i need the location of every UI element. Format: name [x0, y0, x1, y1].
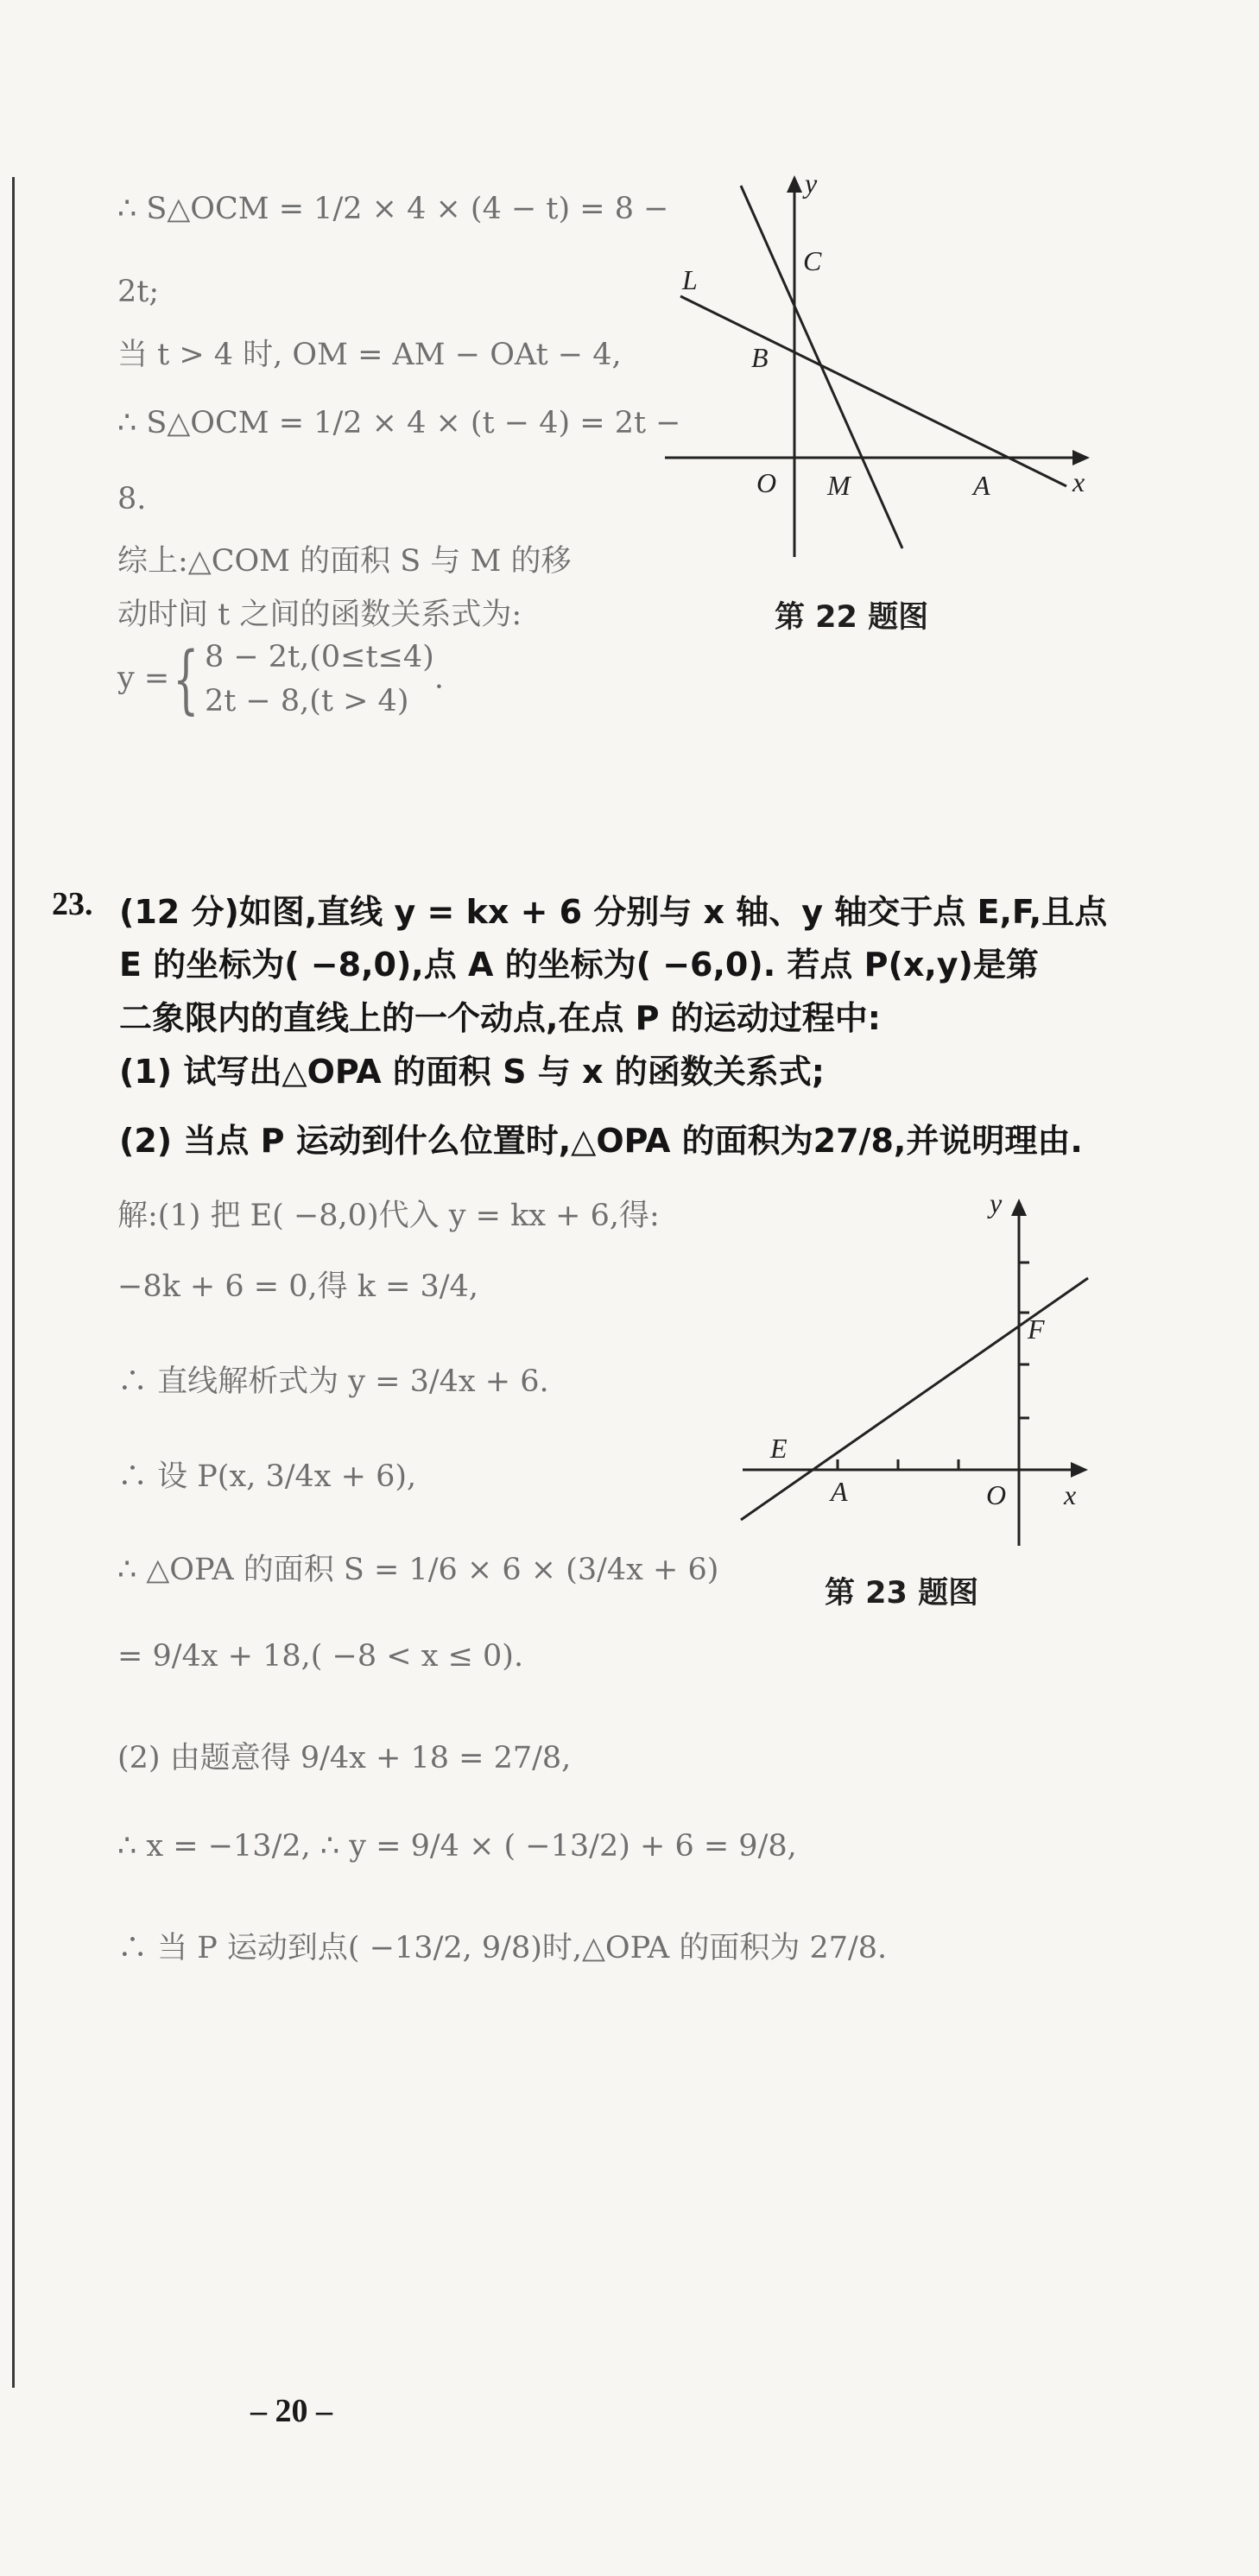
figure-23 — [725, 1183, 1105, 1546]
q23-line-1: (12 分)如图,直线 y = kx + 6 分别与 x 轴、y 轴交于点 E,F,且点 — [119, 893, 1108, 931]
fig23-label-o: O — [986, 1479, 1007, 1510]
fig22-label-m: M — [827, 470, 851, 501]
fig22-caption: 第 22 题图 — [775, 600, 929, 635]
fig23-caption: 第 23 题图 — [825, 1576, 979, 1611]
fig23-label-y: y — [990, 1187, 1003, 1218]
fig23-label-x: x — [1064, 1479, 1077, 1510]
fig22-y-arrow — [787, 175, 802, 193]
q23-sol-1: 解:(1) 把 E( −8,0)代入 y = kx + 6,得: — [117, 1199, 660, 1233]
q23-part-2: (2) 当点 P 运动到什么位置时,△OPA 的面积为27/8,并说明理由. — [119, 1122, 1083, 1160]
q23-sol-6: = 9/4x + 18,( −8 < x ≤ 0). — [117, 1639, 524, 1674]
fig22-label-x: x — [1072, 466, 1085, 497]
q23-sol-7: (2) 由题意得 9/4x + 18 = 27/8, — [117, 1741, 572, 1775]
fig22-x-arrow — [1072, 450, 1090, 465]
q22-line-1: ∴ S△OCM = 1/2 × 4 × (4 − t) = 8 − — [117, 192, 669, 226]
q22-line-5: 8. — [117, 482, 147, 516]
q22-line-4: ∴ S△OCM = 1/2 × 4 × (t − 4) = 2t − — [117, 406, 681, 440]
fig23-x-arrow — [1071, 1462, 1088, 1478]
q23-part-1: (1) 试写出△OPA 的面积 S 与 x 的函数关系式; — [119, 1053, 825, 1091]
q22-line-3: 当 t > 4 时, OM = AM − OAt − 4, — [117, 338, 622, 372]
q23-line-3: 二象限内的直线上的一个动点,在点 P 的运动过程中: — [119, 999, 881, 1037]
fig23-label-e: E — [770, 1433, 788, 1464]
fig23-label-a: A — [831, 1476, 848, 1507]
fig22-label-y: y — [805, 168, 818, 199]
q23-sol-3: ∴ 直线解析式为 y = 3/4x + 6. — [117, 1364, 549, 1399]
q22-piecewise — [117, 636, 444, 724]
q23-line-2: E 的坐标为( −8,0),点 A 的坐标为( −6,0). 若点 P(x,y)是第 — [119, 946, 1039, 984]
figure-22 — [665, 168, 1114, 583]
piecewise-cases — [205, 636, 434, 724]
left-brace: { — [173, 636, 199, 723]
q23-sol-9: ∴ 当 P 运动到点( −13/2, 9/8)时,△OPA 的面积为 27/8. — [117, 1931, 888, 1965]
q23-sol-4: ∴ 设 P(x, 3/4x + 6), — [117, 1459, 417, 1494]
fig22-label-c: C — [803, 245, 822, 276]
q22-line-2: 2t; — [117, 275, 160, 309]
fig23-y-arrow — [1011, 1199, 1027, 1216]
q23-sol-2: −8k + 6 = 0,得 k = 3/4, — [117, 1269, 478, 1304]
q22-line-7: 动时间 t 之间的函数关系式为: — [117, 598, 522, 632]
q23-number: 23. — [52, 886, 93, 922]
fig22-label-b: B — [751, 342, 769, 373]
page-number: – 20 – — [250, 2393, 332, 2429]
case-1: 8 − 2t,(0≤t≤4) — [204, 640, 434, 674]
case-2: 2t − 8,(t > 4) — [204, 683, 409, 718]
q23-sol-8: ∴ x = −13/2, ∴ y = 9/4 × ( −13/2) + 6 = 9/8, — [117, 1829, 797, 1864]
piecewise-y: y = — [117, 661, 170, 696]
fig22-label-a: A — [973, 470, 990, 501]
fig23-label-f: F — [1028, 1313, 1045, 1345]
fig22-label-l: L — [682, 264, 698, 295]
left-margin-line — [12, 177, 15, 2388]
piecewise-period: . — [433, 661, 444, 696]
q22-line-6: 综上:△COM 的面积 S 与 M 的移 — [117, 544, 572, 579]
q23-sol-5: ∴ △OPA 的面积 S = 1/6 × 6 × (3/4x + 6) — [117, 1553, 719, 1587]
fig22-label-o: O — [756, 467, 777, 498]
